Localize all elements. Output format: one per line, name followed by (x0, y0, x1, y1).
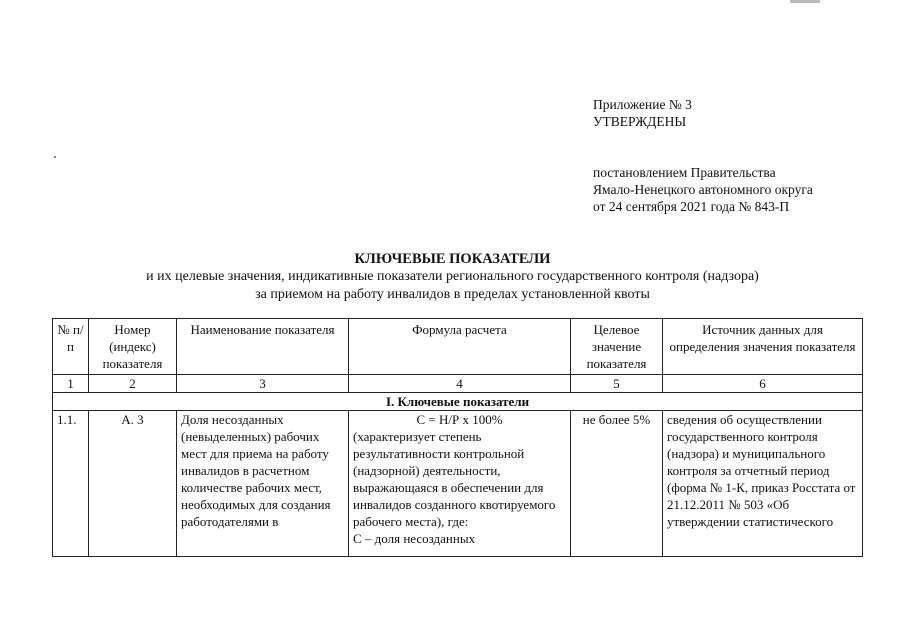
approval-block (593, 96, 893, 215)
title-sub-2: за приемом на работу инвалидов в пределах установленной квоты (255, 287, 650, 302)
header-cell: Формула расчета (349, 319, 571, 375)
section-row (53, 393, 863, 411)
header-cell: Номер (индекс) показателя (89, 319, 177, 375)
approved-label: УТВЕРЖДЕНЫ (593, 114, 687, 129)
scan-mark (790, 0, 820, 3)
scan-speck (54, 156, 56, 158)
column-number-row (53, 375, 863, 393)
indicators-table (52, 318, 863, 557)
column-number: 5 (571, 375, 663, 393)
formula-continuation: С – доля несозданных (353, 531, 476, 546)
title-sub-1: и их целевые значения, индикативные показатели регионального государственного контроля (надзора) (146, 269, 759, 284)
appendix-label: Приложение № 3 (593, 97, 692, 112)
formula-expression: С = Н/Р х 100% (416, 412, 503, 427)
column-number: 1 (53, 375, 89, 393)
row-data-source: сведения об осуществлении государственного контроля (надзора) и муниципального контроля за отчетный период (форма № 1-К, приказ Росстата от 21.12.2011 № 503 «Об утверждении статистического (663, 411, 863, 557)
table-row (53, 411, 863, 557)
row-target-value: не более 5% (571, 411, 663, 557)
row-indicator-name: Доля несозданных (невыделенных) рабочих мест для приема на работу инвалидов в расчетном количестве рабочих мест, необходимых для создания работодателями в (177, 411, 349, 557)
header-cell: Наименование показателя (177, 319, 349, 375)
title-main: КЛЮЧЕВЫЕ ПОКАЗАТЕЛИ (354, 251, 551, 267)
column-number: 2 (89, 375, 177, 393)
section-title: I. Ключевые показатели (53, 393, 863, 411)
row-number: 1.1. (53, 411, 89, 557)
header-cell: Источник данных для определения значения показателя (663, 319, 863, 375)
row-index: А. 3 (89, 411, 177, 557)
column-number: 6 (663, 375, 863, 393)
document-title (0, 250, 905, 304)
column-number: 4 (349, 375, 571, 393)
row-formula (349, 411, 571, 557)
formula-description: (характеризует степень результативности контрольной (надзорной) деятельности, выражающаяся в обеспечении для инвалидов созданного квотируемого рабочего места), где: (353, 429, 556, 529)
authority-line: Ямало-Ненецкого автономного округа (593, 182, 813, 197)
table-header-row (53, 319, 863, 375)
header-cell: № п/п (53, 319, 89, 375)
column-number: 3 (177, 375, 349, 393)
date-line: от 24 сентября 2021 года № 843-П (593, 199, 790, 214)
header-cell: Целевое значение показателя (571, 319, 663, 375)
resolution-line: постановлением Правительства (593, 165, 776, 180)
